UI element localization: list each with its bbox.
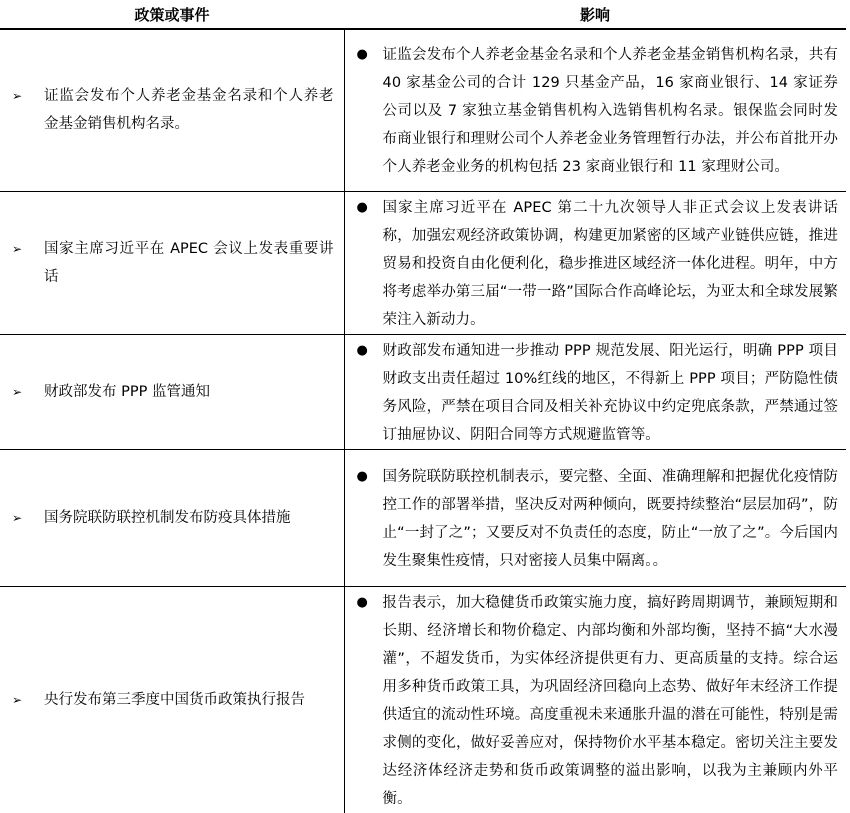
event-cell — [0, 334, 344, 449]
header-event: 政策或事件 — [0, 0, 344, 29]
impact-text: 财政部发布通知进一步推动 PPP 规范发展、阳光运行，明确 PPP 项目财政支出责任超过 10%红线的地区，不得新上 PPP 项目；严防隐性债务风险，严禁在项目合同及相关补充协议中约定兜底条款，严禁通过签订抽屉协议、阴阳合同等方式规避监管等。 — [382, 342, 838, 443]
impact-text: 国务院联防联控机制表示，要完整、全面、准确理解和把握优化疫情防控工作的部署举措，坚决反对两种倾向，既要持续整治“层层加码”，防止“一封了之”；又要反对不负责任的态度，防止“一放了之”。今后国内发生聚集性疫情，只对密接人员集中隔离。。 — [382, 468, 838, 569]
impact-cell — [344, 29, 846, 191]
event-cell — [0, 191, 344, 334]
table-row — [0, 29, 846, 191]
event-text: 国家主席习近平在 APEC 会议上发表重要讲话 — [44, 240, 334, 285]
header-impact: 影响 — [344, 0, 846, 29]
arrow-icon: ➢ — [12, 510, 23, 525]
impact-cell — [344, 191, 846, 334]
bullet-icon: ● — [356, 594, 368, 610]
arrow-icon: ➢ — [12, 241, 23, 256]
impact-text: 报告表示，加大稳健货币政策实施力度，搞好跨周期调节，兼顾短期和长期、经济增长和物价稳定、内部均衡和外部均衡，坚持不搞“大水漫灌”，不超发货币，为实体经济提供更有力、更高质量的支持。综合运用多种货币政策工具，为巩固经济回稳向上态势、做好年末经济工作提供适宜的流动性环境。高度重视未来通胀升温的潜在可能性，特别是需求侧的变化，做好妥善应对，保持物价水平基本稳定。密切关注主要发达经济体经济走势和货币政策调整的溢出影响，以我为主兼顾内外平衡。 — [382, 594, 838, 807]
bullet-icon: ● — [356, 342, 368, 358]
arrow-icon: ➢ — [12, 89, 23, 104]
bullet-icon: ● — [356, 47, 368, 63]
table-row — [0, 586, 846, 813]
event-cell — [0, 29, 344, 191]
table-header-row — [0, 0, 846, 29]
bullet-icon: ● — [356, 468, 368, 484]
event-text: 央行发布第三季度中国货币政策执行报告 — [44, 691, 305, 708]
impact-cell — [344, 449, 846, 586]
event-text: 财政部发布 PPP 监管通知 — [44, 383, 210, 400]
impact-text: 国家主席习近平在 APEC 第二十九次领导人非正式会议上发表讲话称，加强宏观经济政策协调，构建更加紧密的区域产业链供应链，推进贸易和投资自由化便利化，稳步推进区域经济一体化进程。明年，中方将考虑举办第三届“一带一路”国际合作高峰论坛，为亚太和全球发展繁荣注入新动力。 — [382, 199, 838, 328]
bullet-icon: ● — [356, 199, 368, 215]
impact-text: 证监会发布个人养老金基金名录和个人养老金基金销售机构名录，共有 40 家基金公司的合计 129 只基金产品，16 家商业银行、14 家证券公司以及 7 家独立基金销售机构入选销售机构名录。银保监会同时发布商业银行和理财公司个人养老金业务管理暂行办法，并公布首批开办个人养老金业务的机构包括 23 家商业银行和 11 家理财公司。 — [382, 47, 838, 176]
table-row — [0, 334, 846, 449]
event-text: 国务院联防联控机制发布防疫具体措施 — [44, 509, 291, 526]
impact-cell — [344, 334, 846, 449]
event-cell — [0, 586, 344, 813]
arrow-icon: ➢ — [12, 384, 23, 399]
table-row — [0, 191, 846, 334]
arrow-icon: ➢ — [12, 692, 23, 707]
impact-cell — [344, 586, 846, 813]
table-row — [0, 449, 846, 586]
event-text: 证监会发布个人养老金基金名录和个人养老金基金销售机构名录。 — [44, 88, 334, 133]
event-cell — [0, 449, 344, 586]
